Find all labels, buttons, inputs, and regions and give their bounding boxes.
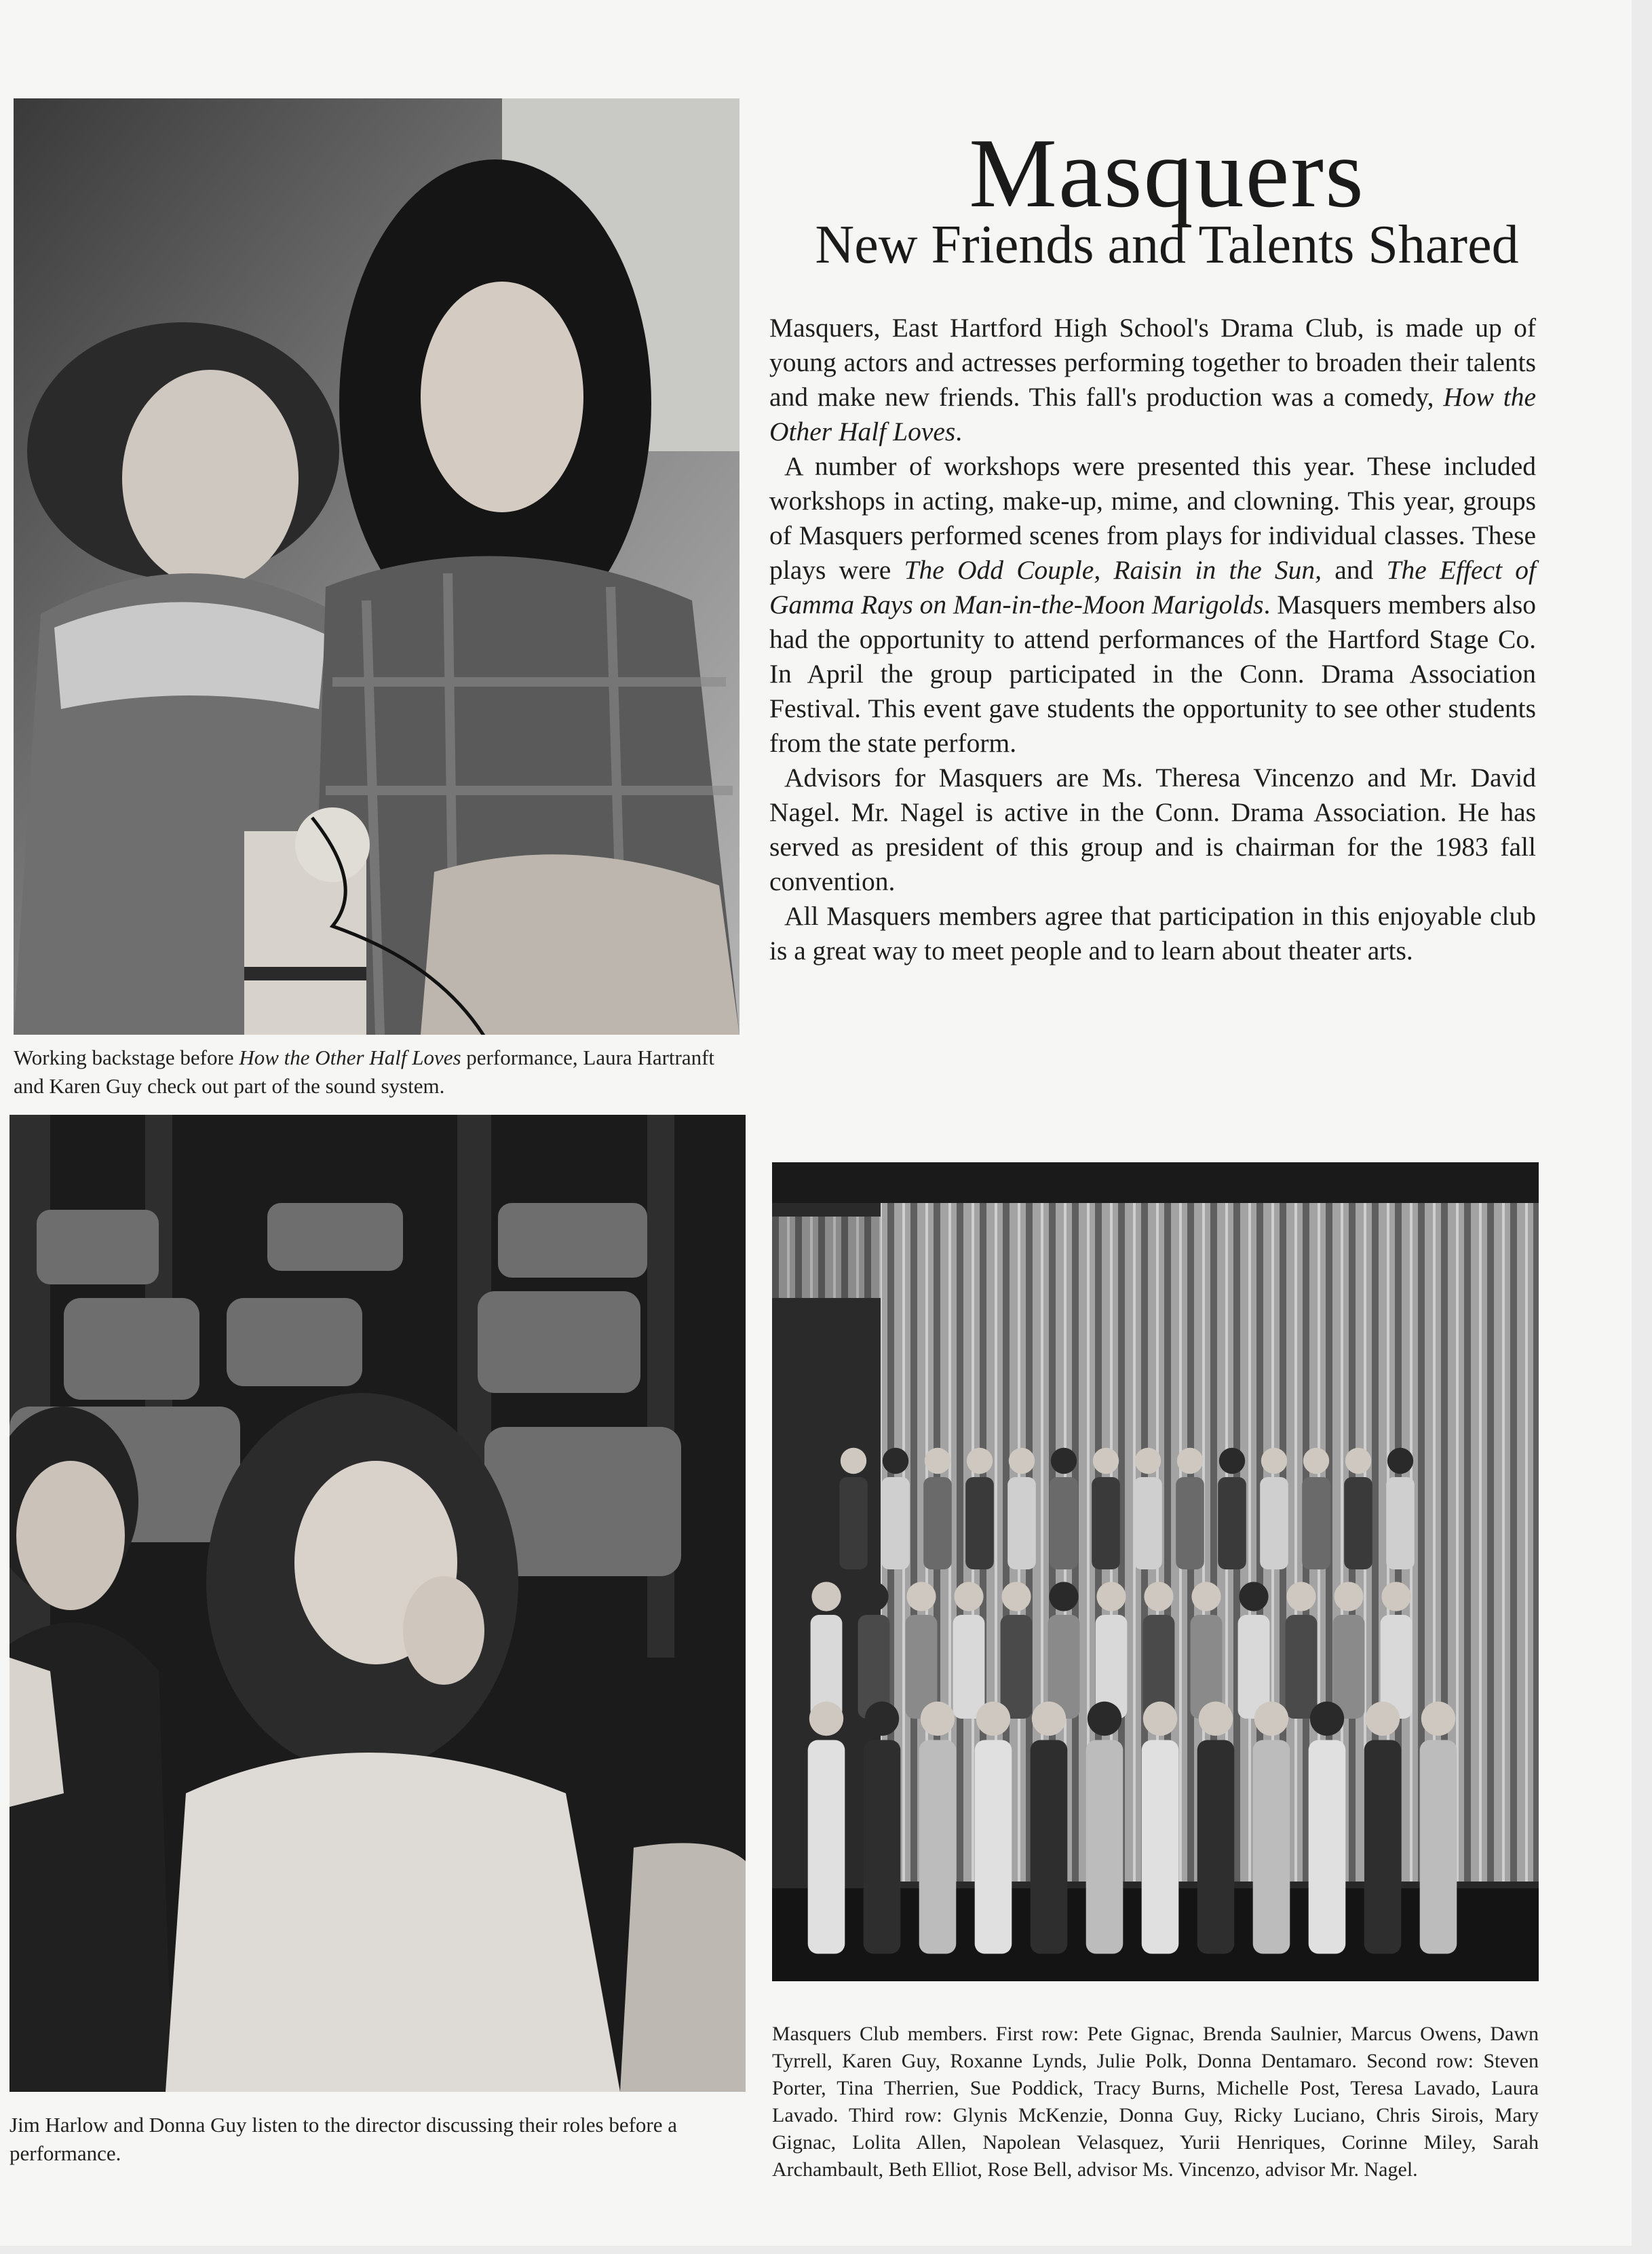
article-body: [769, 311, 1536, 968]
backstage-photo: [14, 98, 739, 1035]
audience-photo: [9, 1115, 746, 2092]
article-paragraph: Advisors for Masquers are Ms. Theresa Vincenzo and Mr. David Nagel. Mr. Nagel is active in the Conn. Drama Association. He has served as president of this group and is chairman for the 1983 fall convention.: [769, 763, 1536, 896]
group-photo: [772, 1162, 1539, 1981]
article-paragraph: Masquers, East Hartford High School's Drama Club, is made up of young actors and actresses performing together to broaden their talents and make new friends. This fall's production was a comedy, How the Other Half Loves.: [769, 313, 1536, 446]
audience-photo-caption: Jim Harlow and Donna Guy listen to the director discussing their roles before a performance.: [9, 2113, 678, 2165]
backstage-photo-caption: Working backstage before How the Other Half Loves performance, Laura Hartranft and Karen Guy check out part of the sound system.: [14, 1046, 715, 1098]
page-subtitle: New Friends and Talents Shared: [815, 215, 1519, 275]
article-paragraph: All Masquers members agree that participation in this enjoyable club is a great way to meet people and to learn about theater arts.: [769, 901, 1536, 966]
group-photo-caption: Masquers Club members. First row: Pete Gignac, Brenda Saulnier, Marcus Owens, Dawn Tyrrell, Karen Guy, Roxanne Lynds, Julie Polk, Donna Dentamaro. Second row: Steven Porter, Tina Therrien, Sue Poddick, Tracy Burns, Michelle Post, Teresa Lavado, Laura Lavado. Third row: Glynis McKenzie, Donna Guy, Ricky Luciano, Chris Sirois, Mary Gignac, Lolita Allen, Napolean Velasquez, Yurii Henriques, Corinne Miley, Sarah Archambault, Beth Elliot, Rose Bell, advisor Ms. Vincenzo, advisor Mr. Nagel.: [772, 2023, 1539, 2181]
page-title: Masquers: [969, 118, 1365, 228]
article-paragraph: A number of workshops were presented this year. These included workshops in acting, make-up, mime, and clowning. This year, groups of Masquers performed scenes from plays for individual classes. These plays were The Odd Couple, Raisin in the Sun, and The Effect of Gamma Rays on Man-in-the-Moon Marigolds. Masquers members also had the opportunity to attend performances of the Hartford Stage Co. In April the group participated in the Conn. Drama Association Festival. This event gave students the opportunity to see other students from the state perform.: [769, 451, 1536, 758]
